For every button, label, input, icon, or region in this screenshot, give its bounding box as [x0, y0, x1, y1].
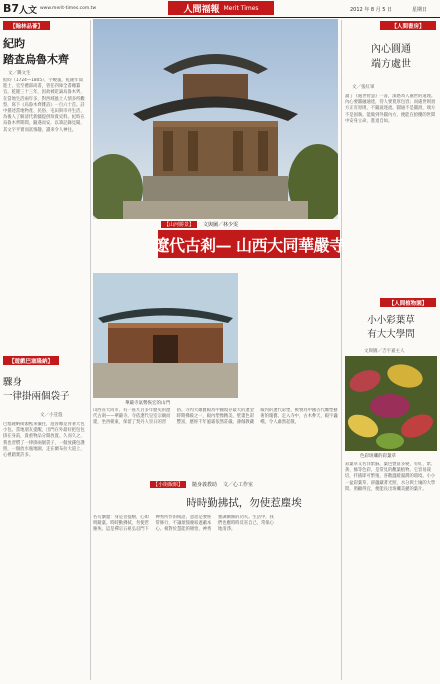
- section-tag-hanlin: 【翰林品薈】: [3, 21, 50, 30]
- feature-tag-label: 【山河勝景】: [161, 221, 197, 228]
- feature-title-text: 遼代古剎— 山西大同華嚴寺: [153, 235, 345, 255]
- issue-weekday: 星期日: [412, 7, 428, 13]
- site-url[interactable]: www.merit-times.com.tw: [40, 6, 97, 11]
- center-body: 名句瀏覽：身是菩提樹，心如明鏡臺。時時勤拂拭，勿使惹塵埃。這是禪宗五祖弘忍門下神秀所作的偈語，意思是要經常修行，不讓煩惱塵垢遮蔽本心。相對於慧能的頓悟，神秀強調漸修的功夫。生活中，我們也應時時反省自己，常保心地清淨。: [93, 515, 274, 533]
- right-article2-title: [345, 312, 437, 340]
- divider-left: [90, 20, 91, 680]
- article-title-line1: 紀昀: [3, 37, 25, 50]
- masthead-cn: 人間福報: [183, 4, 220, 15]
- center-byline: 文／心工作室: [223, 482, 254, 488]
- right2-title-line1: 小小彩葉草: [367, 315, 415, 326]
- right-article-title: [345, 40, 437, 70]
- coleus-caption: 色彩斑斕的彩葉草: [360, 454, 396, 459]
- center-tag: 【小街飯館】: [150, 481, 186, 488]
- page-header: [0, 0, 440, 18]
- article2-body: 巴塞隆納街頭熙來攘往，遊客總是背著大包小包。當地朋友提醒，出門在外最好把包包掛在身前，貴重物品分開放置。久而久之，我也習慣了一律掛兩個袋子，一個放錢包護照，一個放水瓶地圖，走在蘭布拉大道上，心裡踏實許多。: [3, 422, 85, 459]
- gate-illustration: [93, 273, 238, 398]
- temple-photo-main: [93, 19, 338, 219]
- coleus-illustration: [345, 356, 437, 451]
- masthead: [168, 1, 274, 15]
- feature-byline: 文與圖／林少雯: [203, 222, 239, 228]
- center-subtag: 隨身義教助: [192, 482, 218, 488]
- page-number: B7: [3, 2, 20, 15]
- feature-title: [153, 230, 345, 258]
- section-tag-bookroom: 【人間書房】: [380, 21, 436, 30]
- divider-right: [341, 20, 342, 680]
- article2-byline: 文／小荳蔻: [40, 413, 63, 418]
- byline: 文／龔文生: [8, 71, 31, 76]
- feature-tag: [161, 220, 337, 229]
- center-tag-row: [150, 480, 340, 489]
- right2-body: 彩葉草又名洋紫蘇，葉色豐富多變，有紅、紫、黃、綠等色彩，是常見的觀葉植物。它容易栽培，扦插即可繁殖，喜歡溫暖濕潤的環境。小小一盆彩葉草，卻蘊藏著光照、水分與土壤的大學問，照顧得宜，便能長出斑斕美麗的葉片。: [345, 462, 436, 492]
- issue-date: 2012 年 8 月 5 日: [350, 7, 393, 13]
- right-byline: 文／張紅軍: [352, 85, 375, 90]
- section-name: 人文: [19, 6, 38, 16]
- right2-byline: 文與圖／吉宇嘉主人: [364, 349, 405, 354]
- feature-body: 山西省大同市，有一座九百多年歷史的遼代古剎——華嚴寺。寺依遼代皇室宗廟而建，坐西朝東，保留了契丹人崇日的習俗。寺內大雄寶殿為中國現存最大的遼金時期佛殿之一，殿內塑像精美，壁畫色彩豐富，歷經千年風霜依然莊嚴。薄伽教藏殿內的遼代彩塑，被譽為中國古代雕塑藝術的瑰寶。走入寺中，古木參天，殿宇巍峨，令人肅然起敬。: [93, 408, 338, 426]
- article2-title-line1: 驟身: [3, 377, 23, 388]
- right2-title-line2: 有大大學問: [367, 329, 415, 340]
- article-title-line2: 踏查烏魯木齊: [3, 53, 69, 66]
- center-title: 時時勤拂拭，勿使惹塵埃: [186, 497, 302, 509]
- photo-caption: 華嚴寺氣勢恢宏的山門: [125, 401, 170, 406]
- coleus-photo: [345, 356, 437, 451]
- article-title: [3, 35, 89, 67]
- article-body: 紀昀（1724—1805），字曉嵐，乾隆年間進士，官至禮部尚書，曾任四庫全書總纂官。乾隆三十三年，因故被貶謫烏魯木齊，在當地生活兩年多，對西域風土人情多所觀察，寫下《烏魯木齊雜詩》一百六十首。詩中描述當地物產、民俗、屯田與市井生活，為後人了解清代新疆提供珍貴史料。紀昀在烏魯木齊期間，隨遇而安，以筆記錄見聞，其文字平實而富情趣，讀來令人神往。: [3, 78, 85, 133]
- right-body: 讀了《處世智慧》一書，深感為人處世的道理。內心要圓融通達，待人要寬厚包容；而處世則須方正有原則，不隨波逐流。圓通不是圓滑，端方不是固執。能做到外圓內方，便能在紛擾的世間中安身立命，進退自如。: [345, 94, 436, 124]
- right-title-line2: 端方處世: [371, 59, 411, 70]
- section-tag-plants: 【人間植物園】: [380, 298, 436, 307]
- temple-photo-gate: [93, 273, 238, 398]
- article2-title-line2: 一律掛兩個袋子: [3, 391, 70, 402]
- right-title-line1: 內心圓通: [371, 44, 411, 55]
- section-tag-barcelona: 【遊戲巴塞隆納】: [3, 356, 59, 365]
- temple-illustration: [93, 19, 338, 219]
- masthead-en: Merit Times: [223, 4, 259, 12]
- article2-title: [3, 374, 87, 402]
